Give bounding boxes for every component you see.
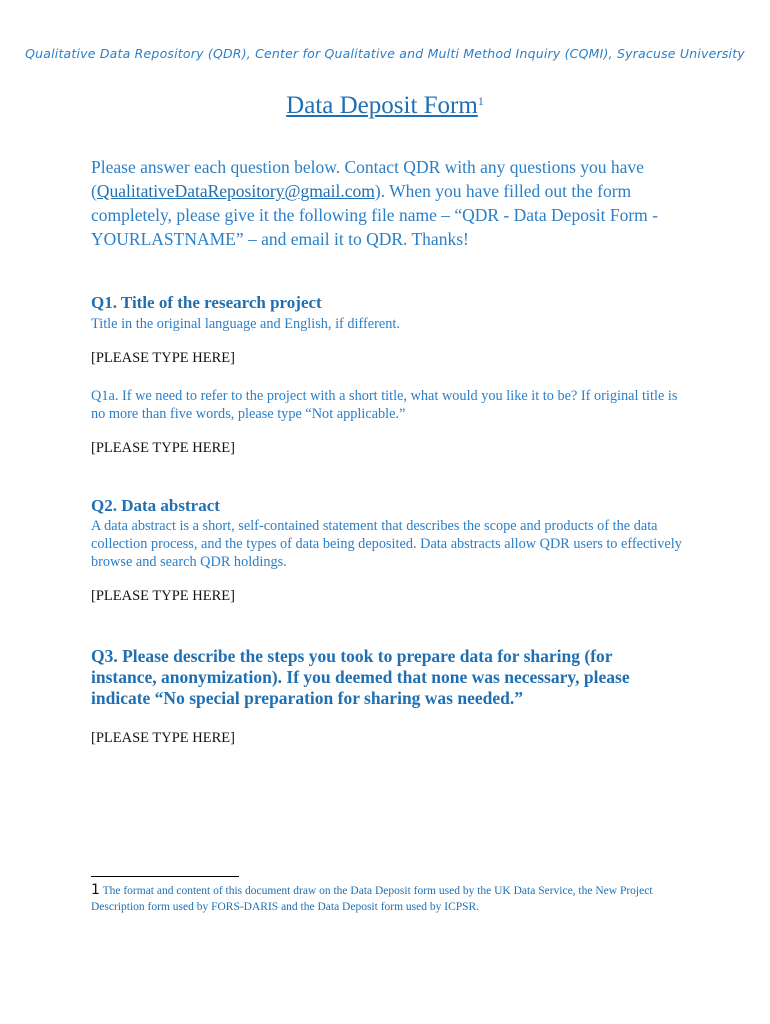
question-3-answer-field[interactable]: [PLEASE TYPE HERE] <box>91 730 235 746</box>
question-3-title: Q3. Please describe the steps you took to prepare data for sharing (for instance, anonymization). If you deemed that none was necessary, please indicate “No special preparation for sharing was needed.” <box>91 646 630 708</box>
email-link[interactable]: QualitativeDataRepository@gmail.com <box>96 181 375 201</box>
question-1-title: Q1. Title of the research project <box>91 293 322 312</box>
question-2-title: Q2. Data abstract <box>91 496 220 515</box>
intro-text-before: Please answer each question below. Contact QDR with any questions you have ( <box>91 157 644 201</box>
question-1-answer-field[interactable]: [PLEASE TYPE HERE] <box>91 350 235 366</box>
document-header: Qualitative Data Repository (QDR), Center for Qualitative and Multi Method Inquiry (CQMI), Syracuse University <box>25 46 745 61</box>
footnote-mark: 1 <box>91 882 100 898</box>
page-title-text: Data Deposit Form <box>286 92 478 119</box>
page-title <box>0 92 770 120</box>
title-footnote-ref[interactable]: 1 <box>477 94 484 108</box>
question-1-description: Title in the original language and English, if different. <box>91 316 400 332</box>
intro-text-after: ). When you have filled out the form completely, please give it the following file name – “QDR - Data Deposit Form - YOURLASTNAME” – and email it to QDR. Thanks! <box>91 181 658 249</box>
question-1a-text: Q1a. If we need to refer to the project with a short title, what would you like it to be? If original title is no more than five words, please type “Not applicable.” <box>91 388 678 422</box>
intro-paragraph <box>91 155 681 251</box>
question-1a-answer-field[interactable]: [PLEASE TYPE HERE] <box>91 440 235 456</box>
footnote <box>91 882 691 915</box>
footnote-text: The format and content of this document draw on the Data Deposit form used by the UK Data Service, the New Project Description form used by FORS-DARIS and the Data Deposit form used by ICPSR. <box>91 885 653 913</box>
footnote-separator <box>91 876 239 877</box>
question-2-answer-field[interactable]: [PLEASE TYPE HERE] <box>91 588 235 604</box>
question-2-description: A data abstract is a short, self-contained statement that describes the scope and products of the data collection process, and the types of data being deposited. Data abstracts allow QDR users to effectively browse and search QDR holdings. <box>91 518 682 570</box>
